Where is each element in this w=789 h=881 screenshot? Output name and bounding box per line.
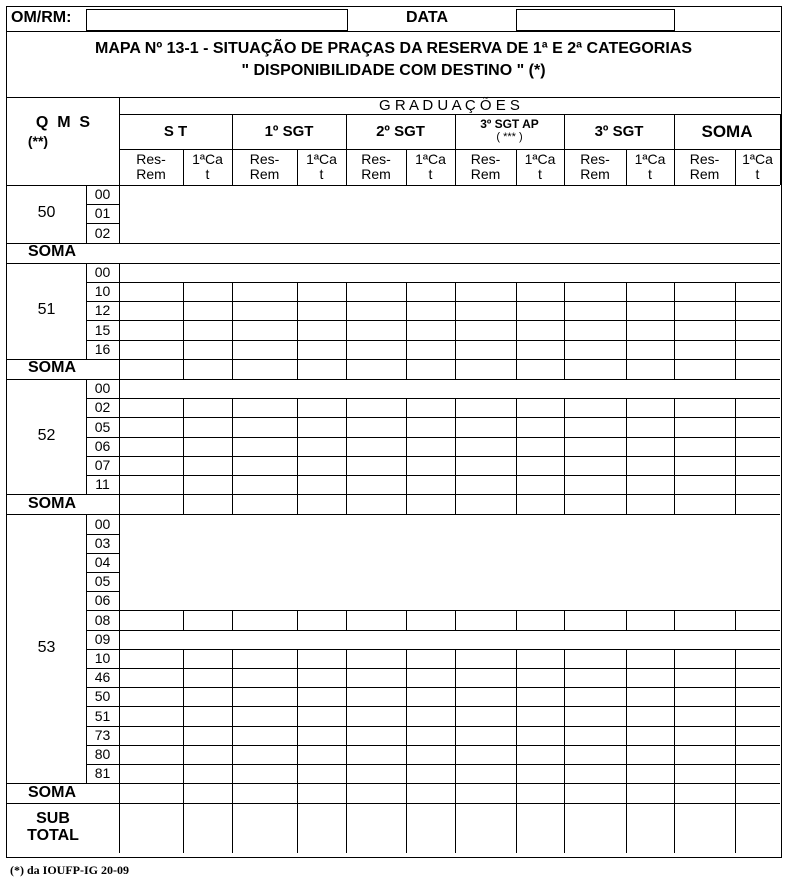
qms-subcode-53-09: 09 (94, 630, 111, 647)
qms-note: (**) (27, 132, 49, 149)
qms-subcode-53-73: 73 (94, 726, 111, 743)
subheader-resrem-0: Res- Rem (136, 151, 166, 182)
qms-subcode-53-51: 51 (94, 707, 111, 724)
subheader-1cat-4: 1ªCa t (634, 151, 666, 182)
qms-subcode-52-02: 02 (94, 399, 111, 416)
qms-subcode-50-02: 02 (94, 224, 111, 241)
qms-subcode-53-50: 50 (94, 688, 111, 705)
qms-subcode-53-10: 10 (94, 650, 111, 667)
footnote: (*) da IOUFP-IG 20-09 (10, 863, 129, 877)
subtotal-row: SUB TOTAL (27, 810, 79, 845)
qms-subcode-51-16: 16 (94, 340, 111, 357)
group-header-5: SOMA (701, 121, 753, 141)
subheader-1cat-2: 1ªCa t (415, 151, 446, 182)
qms-subcode-51-15: 15 (94, 321, 111, 338)
subheader-1cat-1: 1ªCa t (306, 151, 337, 182)
qms-subcode-53-05: 05 (94, 573, 111, 590)
qms-subcode-53-46: 46 (94, 669, 111, 686)
qms-subcode-51-10: 10 (94, 283, 111, 300)
soma-row-53: SOMA (28, 783, 76, 801)
form-title-line1: MAPA Nº 13-1 - SITUAÇÃO DE PRAÇAS DA RESERVA DE 1ª E 2ª CATEGORIAS (94, 39, 693, 57)
group-header-3: 3º SGT AP (480, 116, 539, 131)
subheader-1cat-3: 1ªCa t (524, 151, 556, 182)
qms-subcode-53-00: 00 (94, 515, 111, 532)
subheader-1cat-5: 1ªCa t (742, 151, 773, 182)
qms-subcode-52-06: 06 (94, 437, 111, 454)
qms-table (7, 7, 783, 859)
qms-code-52: 52 (37, 427, 56, 445)
subheader-resrem-4: Res- Rem (580, 151, 610, 182)
qms-subcode-53-03: 03 (94, 534, 111, 551)
subheader-resrem-2: Res- Rem (361, 151, 391, 182)
soma-row-51: SOMA (28, 359, 76, 377)
group-header-1: 1º SGT (264, 122, 314, 140)
subheader-1cat-0: 1ªCa t (192, 151, 223, 182)
form-map (6, 6, 782, 858)
subheader-resrem-1: Res- Rem (249, 151, 280, 182)
group-header-2: 2º SGT (376, 122, 425, 140)
qms-subcode-53-04: 04 (94, 554, 111, 571)
qms-subcode-53-80: 80 (94, 746, 111, 763)
qms-subcode-52-11: 11 (95, 476, 110, 493)
qms-subcode-53-08: 08 (94, 611, 111, 628)
subheader-resrem-3: Res- Rem (470, 151, 501, 182)
group-header-0: S T (163, 122, 188, 140)
qms-subcode-50-01: 01 (94, 205, 111, 222)
qms-subcode-53-81: 81 (94, 765, 111, 782)
qms-header: Q M S (35, 113, 91, 131)
qms-subcode-52-00: 00 (94, 380, 111, 397)
soma-row-52: SOMA (28, 494, 76, 512)
qms-subcode-53-06: 06 (94, 592, 111, 609)
date-label: DATA (406, 9, 449, 26)
qms-subcode-51-12: 12 (94, 302, 111, 319)
qms-subcode-51-00: 00 (94, 264, 111, 281)
qms-subcode-50-00: 00 (94, 186, 111, 203)
soma-row-50: SOMA (28, 243, 76, 261)
group-header-note-3: ( *** ) (496, 131, 523, 144)
qms-subcode-52-07: 07 (94, 457, 111, 474)
qms-code-50: 50 (37, 204, 56, 222)
om-rm-label: OM/RM: (11, 9, 72, 26)
qms-code-53: 53 (37, 639, 56, 657)
qms-subcode-52-05: 05 (94, 418, 111, 435)
group-header-4: 3º SGT (594, 122, 644, 140)
graduacoes-header: G R A D U A Ç Õ E S (379, 96, 520, 114)
form-title-line2: " DISPONIBILIDADE COM DESTINO " (*) (241, 61, 546, 79)
qms-code-51: 51 (37, 301, 56, 319)
subheader-resrem-5: Res- Rem (689, 151, 720, 182)
